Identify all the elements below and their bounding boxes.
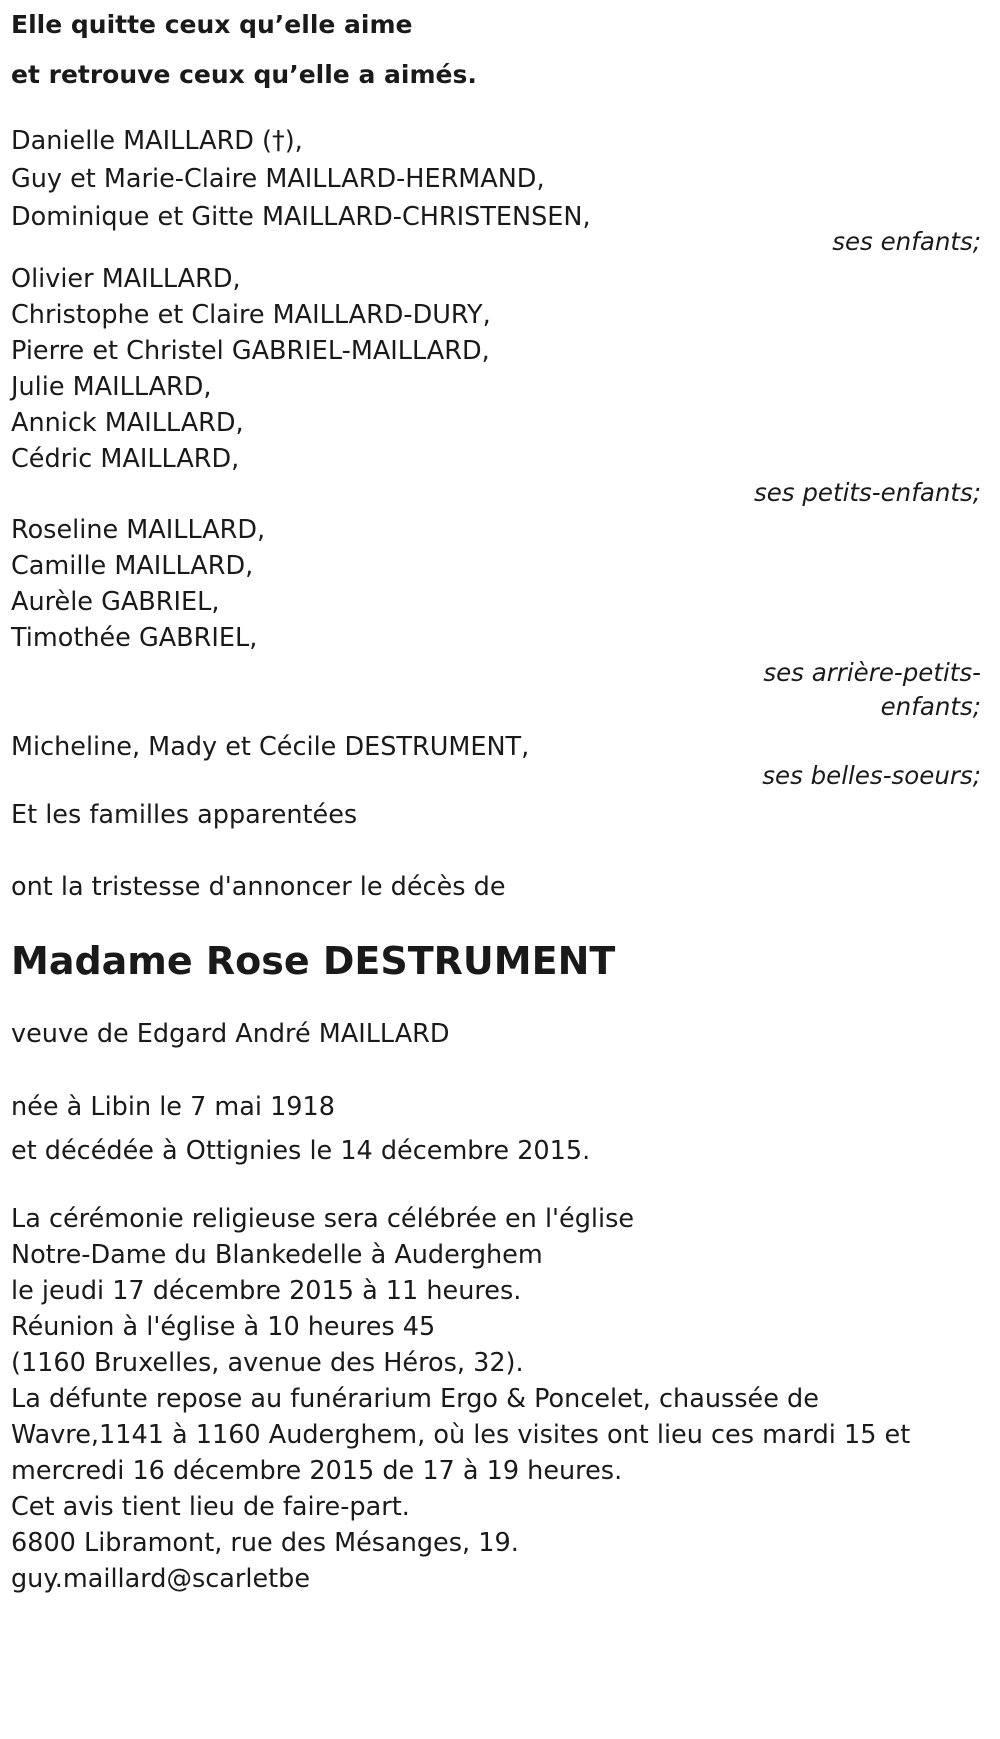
family-member: Pierre et Christel GABRIEL-MAILLARD,	[11, 336, 490, 366]
ceremony-line: Notre-Dame du Blankedelle à Auderghem	[11, 1240, 543, 1270]
ceremony-details	[11, 1201, 986, 1597]
epigraph-line-2: et retrouve ceux qu’elle a aimés.	[11, 60, 477, 89]
ceremony-line: Cet avis tient lieu de faire-part.	[11, 1492, 410, 1522]
family-member: Olivier MAILLARD,	[11, 264, 241, 294]
ceremony-line: mercredi 16 décembre 2015 de 17 à 19 heures.	[11, 1456, 623, 1486]
family-member: Aurèle GABRIEL,	[11, 587, 220, 617]
role-children: ses enfants;	[832, 227, 981, 256]
family-member: Dominique et Gitte MAILLARD-CHRISTENSEN,	[11, 202, 591, 232]
ceremony-line: (1160 Bruxelles, avenue des Héros, 32).	[11, 1348, 524, 1378]
family-member: Timothée GABRIEL,	[11, 623, 258, 653]
ceremony-line: La défunte repose au funérarium Ergo & Poncelet, chaussée de	[11, 1384, 819, 1414]
epigraph-line-1: Elle quitte ceux qu’elle aime	[11, 10, 413, 39]
family-member: Julie MAILLARD,	[11, 372, 212, 402]
ceremony-line: Wavre,1141 à 1160 Auderghem, où les visites ont lieu ces mardi 15 et	[11, 1420, 911, 1450]
family-member: Annick MAILLARD,	[11, 408, 244, 438]
death-info: et décédée à Ottignies le 14 décembre 2015.	[11, 1136, 591, 1166]
role-great-grandchildren-line-2: enfants;	[880, 692, 981, 721]
sisters-in-law-group	[11, 729, 986, 795]
announcement-text: ont la tristesse d'annoncer le décès de	[11, 872, 506, 902]
obituary-notice	[11, 0, 986, 1597]
contact-email: guy.maillard@scarletbe	[11, 1564, 311, 1594]
ceremony-line: 6800 Libramont, rue des Mésanges, 19.	[11, 1528, 519, 1558]
ceremony-line: le jeudi 17 décembre 2015 à 11 heures.	[11, 1276, 522, 1306]
family-member: Micheline, Mady et Cécile DESTRUMENT,	[11, 732, 530, 762]
family-member: Christophe et Claire MAILLARD-DURY,	[11, 300, 491, 330]
deceased-name: Madame Rose DESTRUMENT	[11, 939, 616, 983]
ceremony-line: Réunion à l'église à 10 heures 45	[11, 1312, 436, 1342]
great-grandchildren-group	[11, 512, 986, 723]
role-grandchildren: ses petits-enfants;	[753, 478, 981, 507]
role-great-grandchildren-line-1: ses arrière-petits-	[763, 658, 981, 687]
family-member: Camille MAILLARD,	[11, 551, 254, 581]
family-member: Roseline MAILLARD,	[11, 515, 266, 545]
family-member: Danielle MAILLARD (†),	[11, 126, 303, 156]
family-member: Cédric MAILLARD,	[11, 444, 240, 474]
epigraph	[11, 0, 986, 100]
grandchildren-group	[11, 261, 986, 512]
ceremony-line: La cérémonie religieuse sera célébrée en l'église	[11, 1204, 635, 1234]
children-group	[11, 122, 986, 261]
widow-of: veuve de Edgard André MAILLARD	[11, 1019, 450, 1049]
related-families: Et les familles apparentées	[11, 800, 358, 830]
family-member: Guy et Marie-Claire MAILLARD-HERMAND,	[11, 164, 545, 194]
role-sisters-in-law: ses belles-soeurs;	[762, 761, 981, 790]
birth-info: née à Libin le 7 mai 1918	[11, 1092, 335, 1122]
